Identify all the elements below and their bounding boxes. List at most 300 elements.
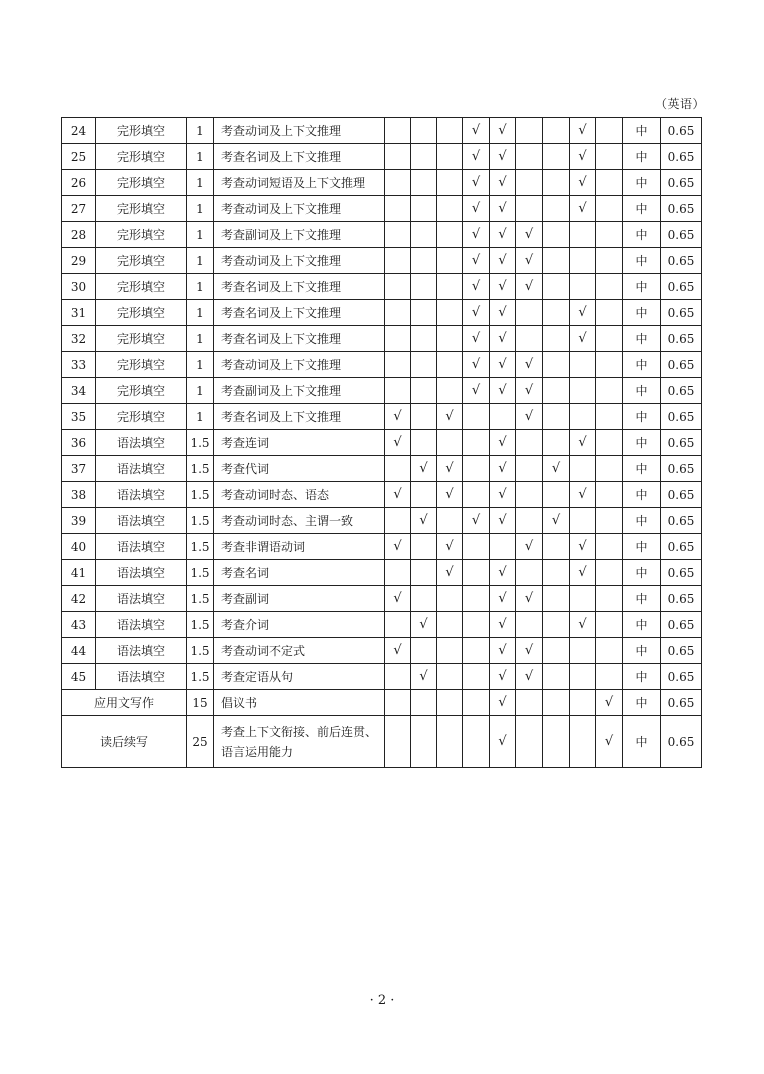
question-description: 考查上下文衔接、前后连贯、语言运用能力 bbox=[214, 716, 385, 768]
difficulty: 中 bbox=[623, 222, 661, 248]
check-cell-9 bbox=[596, 456, 623, 482]
difficulty-coefficient: 0.65 bbox=[661, 638, 702, 664]
check-cell-7 bbox=[543, 482, 570, 508]
check-cell-4 bbox=[463, 664, 490, 690]
question-score: 1 bbox=[187, 118, 214, 144]
table-row bbox=[62, 404, 702, 430]
check-cell-8 bbox=[570, 274, 596, 300]
table-row bbox=[62, 274, 702, 300]
question-type: 完形填空 bbox=[96, 404, 187, 430]
check-cell-5: √ bbox=[490, 196, 516, 222]
check-cell-2 bbox=[411, 274, 437, 300]
check-cell-9: √ bbox=[596, 690, 623, 716]
table-row bbox=[62, 664, 702, 690]
table-row bbox=[62, 482, 702, 508]
check-cell-1 bbox=[385, 690, 411, 716]
question-number: 44 bbox=[62, 638, 96, 664]
check-cell-6 bbox=[516, 560, 543, 586]
question-number: 41 bbox=[62, 560, 96, 586]
check-cell-7 bbox=[543, 586, 570, 612]
question-number: 33 bbox=[62, 352, 96, 378]
table-row bbox=[62, 508, 702, 534]
difficulty-coefficient: 0.65 bbox=[661, 274, 702, 300]
table-row bbox=[62, 118, 702, 144]
check-cell-4 bbox=[463, 638, 490, 664]
difficulty-coefficient: 0.65 bbox=[661, 456, 702, 482]
check-cell-1 bbox=[385, 378, 411, 404]
check-cell-4: √ bbox=[463, 378, 490, 404]
question-type: 语法填空 bbox=[96, 664, 187, 690]
difficulty: 中 bbox=[623, 586, 661, 612]
check-cell-6: √ bbox=[516, 404, 543, 430]
check-cell-7 bbox=[543, 300, 570, 326]
check-cell-6: √ bbox=[516, 586, 543, 612]
check-cell-2 bbox=[411, 352, 437, 378]
check-cell-4: √ bbox=[463, 196, 490, 222]
check-cell-8 bbox=[570, 248, 596, 274]
check-cell-1 bbox=[385, 248, 411, 274]
check-cell-6 bbox=[516, 612, 543, 638]
question-score: 1.5 bbox=[187, 508, 214, 534]
difficulty: 中 bbox=[623, 170, 661, 196]
check-cell-6 bbox=[516, 300, 543, 326]
check-cell-6 bbox=[516, 690, 543, 716]
question-description: 考查动词及上下文推理 bbox=[214, 196, 385, 222]
difficulty: 中 bbox=[623, 248, 661, 274]
question-description: 考查动词及上下文推理 bbox=[214, 248, 385, 274]
question-number: 28 bbox=[62, 222, 96, 248]
question-number: 32 bbox=[62, 326, 96, 352]
check-cell-2 bbox=[411, 300, 437, 326]
table-row bbox=[62, 352, 702, 378]
check-cell-6: √ bbox=[516, 638, 543, 664]
table-row bbox=[62, 144, 702, 170]
check-cell-9 bbox=[596, 664, 623, 690]
question-score: 1.5 bbox=[187, 430, 214, 456]
check-cell-9 bbox=[596, 144, 623, 170]
difficulty: 中 bbox=[623, 144, 661, 170]
question-description: 考查定语从句 bbox=[214, 664, 385, 690]
check-cell-6 bbox=[516, 144, 543, 170]
check-cell-7: √ bbox=[543, 456, 570, 482]
check-cell-8 bbox=[570, 456, 596, 482]
check-cell-8: √ bbox=[570, 170, 596, 196]
check-cell-1 bbox=[385, 612, 411, 638]
check-cell-7 bbox=[543, 560, 570, 586]
check-cell-8: √ bbox=[570, 300, 596, 326]
check-cell-6: √ bbox=[516, 534, 543, 560]
check-cell-7 bbox=[543, 378, 570, 404]
check-cell-8 bbox=[570, 690, 596, 716]
check-cell-8 bbox=[570, 222, 596, 248]
check-cell-1 bbox=[385, 456, 411, 482]
check-cell-1: √ bbox=[385, 534, 411, 560]
check-cell-9 bbox=[596, 404, 623, 430]
check-cell-7 bbox=[543, 352, 570, 378]
difficulty-coefficient: 0.65 bbox=[661, 404, 702, 430]
question-description: 考查动词及上下文推理 bbox=[214, 352, 385, 378]
difficulty-coefficient: 0.65 bbox=[661, 690, 702, 716]
table-row bbox=[62, 222, 702, 248]
check-cell-2 bbox=[411, 378, 437, 404]
check-cell-6 bbox=[516, 508, 543, 534]
check-cell-1 bbox=[385, 118, 411, 144]
question-description: 考查动词及上下文推理 bbox=[214, 118, 385, 144]
check-cell-7 bbox=[543, 638, 570, 664]
difficulty: 中 bbox=[623, 456, 661, 482]
table-row bbox=[62, 170, 702, 196]
difficulty-coefficient: 0.65 bbox=[661, 508, 702, 534]
check-cell-4 bbox=[463, 482, 490, 508]
question-score: 1.5 bbox=[187, 612, 214, 638]
check-cell-9 bbox=[596, 170, 623, 196]
question-description: 考查名词及上下文推理 bbox=[214, 404, 385, 430]
table-row bbox=[62, 612, 702, 638]
check-cell-3 bbox=[437, 430, 463, 456]
table-row bbox=[62, 248, 702, 274]
question-score: 1.5 bbox=[187, 664, 214, 690]
check-cell-1 bbox=[385, 352, 411, 378]
question-number: 37 bbox=[62, 456, 96, 482]
check-cell-9 bbox=[596, 638, 623, 664]
question-score: 15 bbox=[187, 690, 214, 716]
check-cell-7 bbox=[543, 222, 570, 248]
check-cell-9 bbox=[596, 222, 623, 248]
question-number: 35 bbox=[62, 404, 96, 430]
question-description: 考查副词及上下文推理 bbox=[214, 378, 385, 404]
check-cell-8: √ bbox=[570, 144, 596, 170]
check-cell-5: √ bbox=[490, 716, 516, 768]
check-cell-2 bbox=[411, 534, 437, 560]
question-number: 24 bbox=[62, 118, 96, 144]
question-type: 完形填空 bbox=[96, 248, 187, 274]
check-cell-4: √ bbox=[463, 222, 490, 248]
exam-analysis-table bbox=[61, 117, 702, 768]
check-cell-4 bbox=[463, 534, 490, 560]
check-cell-4: √ bbox=[463, 144, 490, 170]
check-cell-5: √ bbox=[490, 690, 516, 716]
question-number: 31 bbox=[62, 300, 96, 326]
table-row bbox=[62, 300, 702, 326]
check-cell-9 bbox=[596, 196, 623, 222]
check-cell-6 bbox=[516, 170, 543, 196]
difficulty-coefficient: 0.65 bbox=[661, 378, 702, 404]
check-cell-1 bbox=[385, 144, 411, 170]
check-cell-6 bbox=[516, 118, 543, 144]
check-cell-9 bbox=[596, 560, 623, 586]
check-cell-2 bbox=[411, 248, 437, 274]
difficulty: 中 bbox=[623, 300, 661, 326]
check-cell-5: √ bbox=[490, 638, 516, 664]
check-cell-5: √ bbox=[490, 352, 516, 378]
check-cell-9 bbox=[596, 274, 623, 300]
check-cell-9 bbox=[596, 300, 623, 326]
check-cell-6 bbox=[516, 456, 543, 482]
check-cell-6: √ bbox=[516, 352, 543, 378]
page-number: · 2 · bbox=[369, 993, 395, 1008]
check-cell-8 bbox=[570, 586, 596, 612]
check-cell-1 bbox=[385, 560, 411, 586]
check-cell-4: √ bbox=[463, 170, 490, 196]
check-cell-7 bbox=[543, 404, 570, 430]
check-cell-2: √ bbox=[411, 612, 437, 638]
check-cell-7 bbox=[543, 664, 570, 690]
question-type: 语法填空 bbox=[96, 430, 187, 456]
check-cell-4: √ bbox=[463, 508, 490, 534]
difficulty: 中 bbox=[623, 326, 661, 352]
question-description: 考查名词及上下文推理 bbox=[214, 144, 385, 170]
question-number: 40 bbox=[62, 534, 96, 560]
question-number: 42 bbox=[62, 586, 96, 612]
check-cell-8 bbox=[570, 352, 596, 378]
check-cell-8 bbox=[570, 664, 596, 690]
check-cell-5: √ bbox=[490, 248, 516, 274]
check-cell-8: √ bbox=[570, 118, 596, 144]
check-cell-5: √ bbox=[490, 560, 516, 586]
difficulty-coefficient: 0.65 bbox=[661, 352, 702, 378]
check-cell-1 bbox=[385, 508, 411, 534]
question-number: 25 bbox=[62, 144, 96, 170]
question-score: 1 bbox=[187, 144, 214, 170]
question-number: 43 bbox=[62, 612, 96, 638]
check-cell-3 bbox=[437, 326, 463, 352]
check-cell-5: √ bbox=[490, 508, 516, 534]
question-type: 语法填空 bbox=[96, 534, 187, 560]
question-number: 39 bbox=[62, 508, 96, 534]
question-score: 1.5 bbox=[187, 534, 214, 560]
check-cell-2: √ bbox=[411, 664, 437, 690]
question-type: 语法填空 bbox=[96, 456, 187, 482]
check-cell-4: √ bbox=[463, 326, 490, 352]
check-cell-8: √ bbox=[570, 482, 596, 508]
check-cell-4: √ bbox=[463, 352, 490, 378]
check-cell-9 bbox=[596, 612, 623, 638]
question-score: 1 bbox=[187, 378, 214, 404]
difficulty: 中 bbox=[623, 690, 661, 716]
question-type: 语法填空 bbox=[96, 560, 187, 586]
difficulty-coefficient: 0.65 bbox=[661, 196, 702, 222]
difficulty: 中 bbox=[623, 118, 661, 144]
check-cell-3 bbox=[437, 196, 463, 222]
check-cell-6 bbox=[516, 716, 543, 768]
table-row-merged bbox=[62, 690, 702, 716]
check-cell-8 bbox=[570, 404, 596, 430]
question-score: 1.5 bbox=[187, 638, 214, 664]
question-description: 考查动词不定式 bbox=[214, 638, 385, 664]
check-cell-3 bbox=[437, 118, 463, 144]
check-cell-3: √ bbox=[437, 456, 463, 482]
question-score: 1.5 bbox=[187, 560, 214, 586]
check-cell-3: √ bbox=[437, 482, 463, 508]
check-cell-6: √ bbox=[516, 274, 543, 300]
check-cell-7 bbox=[543, 196, 570, 222]
question-description: 考查副词及上下文推理 bbox=[214, 222, 385, 248]
difficulty: 中 bbox=[623, 534, 661, 560]
difficulty: 中 bbox=[623, 508, 661, 534]
check-cell-1 bbox=[385, 716, 411, 768]
check-cell-2 bbox=[411, 716, 437, 768]
check-cell-9 bbox=[596, 534, 623, 560]
check-cell-4 bbox=[463, 404, 490, 430]
difficulty-coefficient: 0.65 bbox=[661, 534, 702, 560]
table-row bbox=[62, 326, 702, 352]
difficulty: 中 bbox=[623, 716, 661, 768]
check-cell-8 bbox=[570, 508, 596, 534]
question-number: 27 bbox=[62, 196, 96, 222]
check-cell-8: √ bbox=[570, 326, 596, 352]
table-row bbox=[62, 560, 702, 586]
check-cell-1 bbox=[385, 664, 411, 690]
table-row bbox=[62, 430, 702, 456]
question-number: 29 bbox=[62, 248, 96, 274]
check-cell-6 bbox=[516, 482, 543, 508]
check-cell-3 bbox=[437, 508, 463, 534]
question-description: 考查非谓语动词 bbox=[214, 534, 385, 560]
check-cell-8: √ bbox=[570, 612, 596, 638]
check-cell-2 bbox=[411, 222, 437, 248]
question-number: 45 bbox=[62, 664, 96, 690]
check-cell-3 bbox=[437, 300, 463, 326]
check-cell-3 bbox=[437, 638, 463, 664]
difficulty: 中 bbox=[623, 274, 661, 300]
question-number: 26 bbox=[62, 170, 96, 196]
check-cell-2 bbox=[411, 482, 437, 508]
check-cell-9 bbox=[596, 430, 623, 456]
difficulty-coefficient: 0.65 bbox=[661, 326, 702, 352]
check-cell-9 bbox=[596, 482, 623, 508]
difficulty-coefficient: 0.65 bbox=[661, 664, 702, 690]
check-cell-6 bbox=[516, 326, 543, 352]
question-type: 完形填空 bbox=[96, 222, 187, 248]
check-cell-7 bbox=[543, 534, 570, 560]
check-cell-3 bbox=[437, 352, 463, 378]
question-type: 语法填空 bbox=[96, 482, 187, 508]
check-cell-1: √ bbox=[385, 586, 411, 612]
check-cell-7 bbox=[543, 170, 570, 196]
check-cell-7: √ bbox=[543, 508, 570, 534]
difficulty-coefficient: 0.65 bbox=[661, 612, 702, 638]
table-row bbox=[62, 456, 702, 482]
question-score: 1 bbox=[187, 196, 214, 222]
check-cell-3 bbox=[437, 144, 463, 170]
question-description: 考查名词 bbox=[214, 560, 385, 586]
question-number: 30 bbox=[62, 274, 96, 300]
check-cell-7 bbox=[543, 326, 570, 352]
difficulty-coefficient: 0.65 bbox=[661, 560, 702, 586]
check-cell-5: √ bbox=[490, 482, 516, 508]
check-cell-5: √ bbox=[490, 118, 516, 144]
check-cell-3 bbox=[437, 664, 463, 690]
check-cell-1 bbox=[385, 326, 411, 352]
difficulty-coefficient: 0.65 bbox=[661, 716, 702, 768]
question-type: 完形填空 bbox=[96, 274, 187, 300]
check-cell-7 bbox=[543, 690, 570, 716]
question-type: 完形填空 bbox=[96, 352, 187, 378]
question-type: 读后续写 bbox=[62, 716, 187, 768]
check-cell-9: √ bbox=[596, 716, 623, 768]
check-cell-6 bbox=[516, 430, 543, 456]
check-cell-9 bbox=[596, 586, 623, 612]
question-score: 1 bbox=[187, 248, 214, 274]
question-score: 1.5 bbox=[187, 482, 214, 508]
question-score: 1 bbox=[187, 300, 214, 326]
check-cell-2 bbox=[411, 118, 437, 144]
table-row bbox=[62, 586, 702, 612]
question-number: 36 bbox=[62, 430, 96, 456]
question-description: 考查连词 bbox=[214, 430, 385, 456]
check-cell-5: √ bbox=[490, 144, 516, 170]
difficulty: 中 bbox=[623, 196, 661, 222]
difficulty: 中 bbox=[623, 404, 661, 430]
check-cell-1: √ bbox=[385, 430, 411, 456]
check-cell-8 bbox=[570, 638, 596, 664]
check-cell-9 bbox=[596, 118, 623, 144]
difficulty-coefficient: 0.65 bbox=[661, 430, 702, 456]
check-cell-8: √ bbox=[570, 534, 596, 560]
question-type: 完形填空 bbox=[96, 118, 187, 144]
check-cell-3 bbox=[437, 222, 463, 248]
question-description: 考查动词时态、主谓一致 bbox=[214, 508, 385, 534]
question-number: 34 bbox=[62, 378, 96, 404]
question-description: 考查动词短语及上下文推理 bbox=[214, 170, 385, 196]
question-type: 完形填空 bbox=[96, 170, 187, 196]
question-number: 38 bbox=[62, 482, 96, 508]
check-cell-7 bbox=[543, 430, 570, 456]
difficulty-coefficient: 0.65 bbox=[661, 222, 702, 248]
check-cell-6 bbox=[516, 196, 543, 222]
check-cell-4 bbox=[463, 560, 490, 586]
check-cell-5: √ bbox=[490, 456, 516, 482]
check-cell-5: √ bbox=[490, 170, 516, 196]
difficulty: 中 bbox=[623, 482, 661, 508]
question-type: 语法填空 bbox=[96, 508, 187, 534]
check-cell-1 bbox=[385, 170, 411, 196]
question-type: 语法填空 bbox=[96, 586, 187, 612]
difficulty: 中 bbox=[623, 560, 661, 586]
check-cell-9 bbox=[596, 352, 623, 378]
check-cell-1 bbox=[385, 196, 411, 222]
check-cell-8: √ bbox=[570, 196, 596, 222]
check-cell-5: √ bbox=[490, 664, 516, 690]
check-cell-3 bbox=[437, 170, 463, 196]
check-cell-6: √ bbox=[516, 378, 543, 404]
question-type: 完形填空 bbox=[96, 326, 187, 352]
check-cell-8: √ bbox=[570, 560, 596, 586]
subject-label: （英语） bbox=[655, 97, 706, 111]
difficulty: 中 bbox=[623, 352, 661, 378]
check-cell-5: √ bbox=[490, 612, 516, 638]
check-cell-2 bbox=[411, 638, 437, 664]
check-cell-4 bbox=[463, 430, 490, 456]
check-cell-4 bbox=[463, 716, 490, 768]
check-cell-8: √ bbox=[570, 430, 596, 456]
check-cell-2 bbox=[411, 690, 437, 716]
check-cell-2 bbox=[411, 326, 437, 352]
check-cell-1 bbox=[385, 274, 411, 300]
question-score: 1 bbox=[187, 326, 214, 352]
check-cell-1: √ bbox=[385, 638, 411, 664]
difficulty: 中 bbox=[623, 378, 661, 404]
check-cell-5: √ bbox=[490, 326, 516, 352]
check-cell-3 bbox=[437, 716, 463, 768]
table-row bbox=[62, 378, 702, 404]
difficulty: 中 bbox=[623, 664, 661, 690]
check-cell-7 bbox=[543, 274, 570, 300]
check-cell-5 bbox=[490, 404, 516, 430]
check-cell-7 bbox=[543, 118, 570, 144]
check-cell-2: √ bbox=[411, 508, 437, 534]
question-description: 考查代词 bbox=[214, 456, 385, 482]
